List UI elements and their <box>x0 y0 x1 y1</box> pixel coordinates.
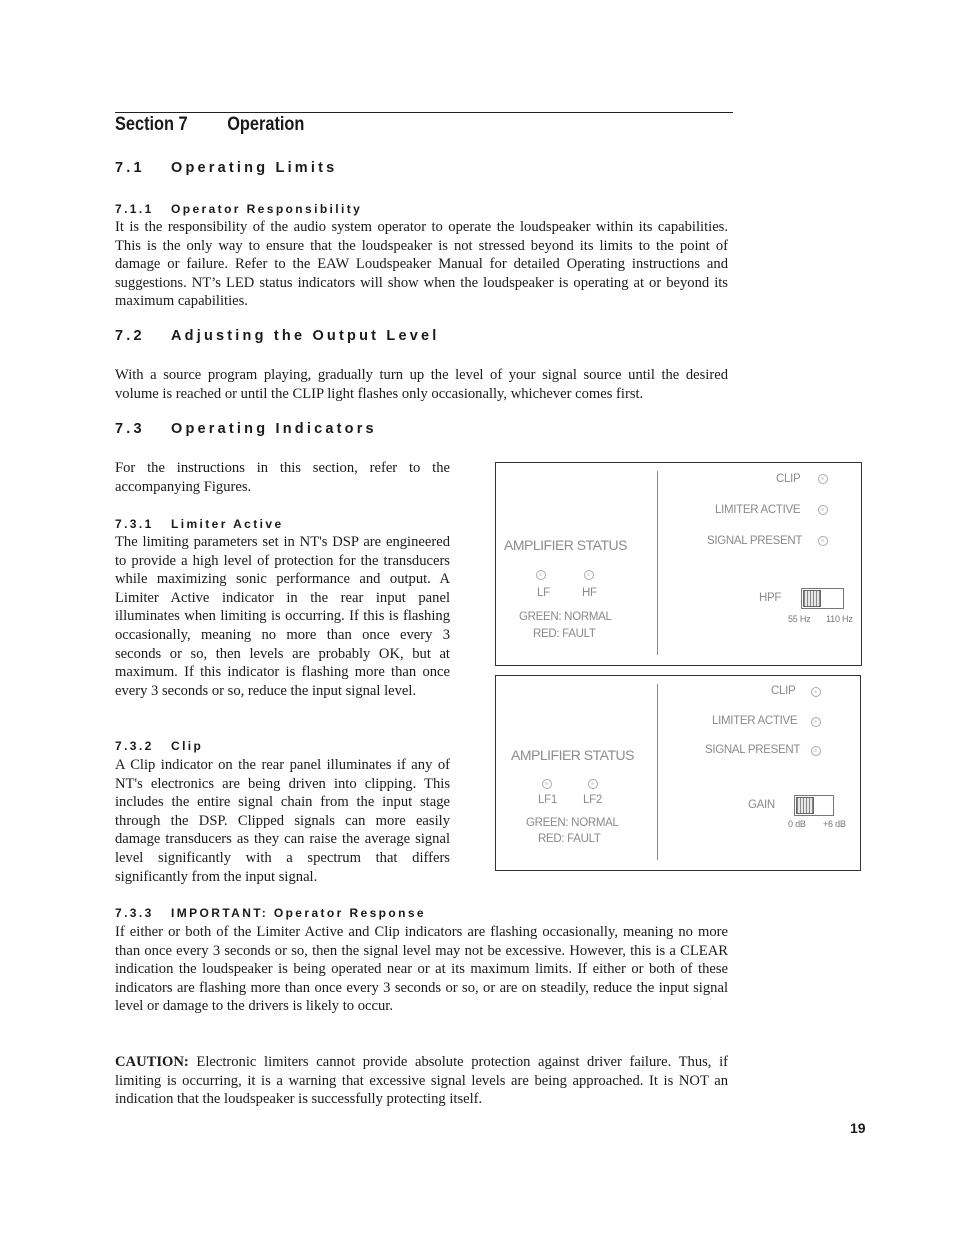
lf1-label: LF1 <box>538 794 557 806</box>
panel-divider <box>657 684 658 860</box>
operator-response-text: If either or both of the Limiter Active and Clip indicators are flashing occasionally, meaning no more than once every 3 seconds or so, then the signal level may not be excessive. However, this is a CLEAR indication the loudspeaker is being operated near or at its maximum limits. If either or both of these indicators are flashing more than once every 3 seconds or so, or are on steadily, reduce the input signal level or damage to the drivers is likely to occur. <box>115 924 728 1015</box>
limiter-active-led-icon <box>818 505 828 515</box>
gain-switch <box>794 795 834 816</box>
hpf-switch <box>801 588 844 609</box>
hf-label: HF <box>582 587 597 599</box>
amplifier-status-label: AMPLIFIER STATUS <box>511 747 634 763</box>
panel-divider <box>657 471 658 655</box>
lf2-led-icon <box>588 779 598 789</box>
signal-present-label: SIGNAL PRESENT <box>705 744 801 756</box>
green-normal-label: GREEN: NORMAL <box>526 817 619 829</box>
limiter-active-text: The limiting parameters set in NT's DSP are engineered to provide a high level of protection for the transducers while maximizing sonic performance and output. A Limiter Active indicator in the rear input panel illuminates when limiting is occurring. If this is flashing occasionally, meaning no more than once every 3 seconds or so, then levels are probably OK, but at maximum. If this indicator is flashing more than once every 3 seconds or so, reduce the input signal level. <box>115 534 450 699</box>
limiter-active-label: LIMITER ACTIVE <box>715 504 801 516</box>
gain-label: GAIN <box>748 799 775 811</box>
signal-present-led-icon <box>818 536 828 546</box>
heading-7-3-1: 7.3.1 Limiter Active <box>115 517 284 531</box>
heading-7-3-2: 7.3.2 Clip <box>115 739 204 753</box>
clip-led-icon <box>818 474 828 484</box>
caution-body: Electronic limiters cannot provide absolute protection against driver failure. Thus, if limiting is occurring, it is a warning that excessive signal levels are being approached. It is NOT an indication that the loudspeaker is successfully protecting itself. <box>115 1054 728 1108</box>
heading-7-1: 7.1 Operating Limits <box>115 160 338 176</box>
red-fault-label: RED: FAULT <box>533 628 596 640</box>
gain-6db-label: +6 dB <box>823 819 846 829</box>
operator-responsibility-text: It is the responsibility of the audio system operator to operate the loudspeaker within its capabilities. This is the only way to ensure that the loudspeaker is not stressed beyond its limits to the point of damage or failure. Refer to the EAW Loudspeaker Manual for detailed Operating instructions and suggestions. NT’s LED status indicators will show when the loudspeaker is operating at or beyond its maximum capabilities. <box>115 219 728 310</box>
operating-indicators-text: For the instructions in this section, refer to the accompanying Figures. <box>115 460 450 495</box>
heading-7-3: 7.3 Operating Indicators <box>115 421 377 437</box>
hpf-switch-knob <box>803 590 821 607</box>
limiter-active-label: LIMITER ACTIVE <box>712 715 798 727</box>
hf-led-icon <box>584 570 594 580</box>
hpf-110hz-label: 110 Hz <box>826 614 853 624</box>
gain-switch-knob <box>796 797 814 814</box>
heading-7-3-3: 7.3.3 IMPORTANT: Operator Response <box>115 906 426 920</box>
figure-panel-hpf <box>495 462 862 666</box>
signal-present-label: SIGNAL PRESENT <box>707 535 803 547</box>
page-number: 19 <box>850 1120 866 1136</box>
output-level-text: With a source program playing, gradually turn up the level of your signal source until the desired volume is reached or until the CLIP light flashes only occasionally, whichever comes first. <box>115 367 728 402</box>
caution-label: CAUTION: <box>115 1054 189 1070</box>
hpf-55hz-label: 55 Hz <box>788 614 811 624</box>
amplifier-status-label: AMPLIFIER STATUS <box>504 537 627 553</box>
limiter-active-led-icon <box>811 717 821 727</box>
green-normal-label: GREEN: NORMAL <box>519 611 612 623</box>
clip-text: A Clip indicator on the rear panel illuminates if any of NT's electronics are being driven into clipping. This includes the entire signal chain from the input stage through the DSP. Clipped signals can more easily damage transducers as they can raise the average signal level significantly with a spectrum that differs significantly from the input signal. <box>115 757 450 885</box>
clip-led-icon <box>811 687 821 697</box>
caution-text <box>115 1053 728 1109</box>
hpf-label: HPF <box>759 592 782 604</box>
lf1-led-icon <box>542 779 552 789</box>
red-fault-label: RED: FAULT <box>538 833 601 845</box>
clip-label: CLIP <box>776 473 801 485</box>
lf-label: LF <box>537 587 550 599</box>
gain-0db-label: 0 dB <box>788 819 806 829</box>
section-title: Section 7 Operation <box>115 114 305 135</box>
lf-led-icon <box>536 570 546 580</box>
signal-present-led-icon <box>811 746 821 756</box>
lf2-label: LF2 <box>583 794 602 806</box>
heading-7-1-1: 7.1.1 Operator Responsibility <box>115 202 363 216</box>
header-rule <box>115 112 733 113</box>
figure-panel-gain <box>495 675 861 871</box>
heading-7-2: 7.2 Adjusting the Output Level <box>115 328 440 344</box>
clip-label: CLIP <box>771 685 796 697</box>
